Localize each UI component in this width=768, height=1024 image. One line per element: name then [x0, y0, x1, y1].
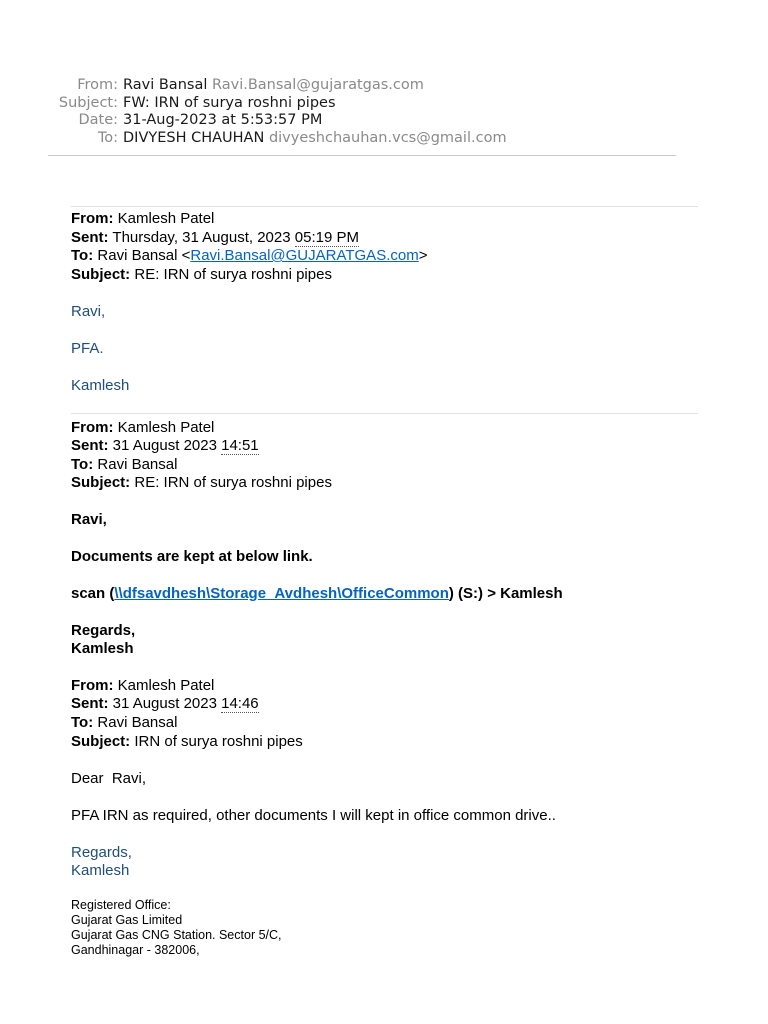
- msg3-to-row: [71, 714, 177, 732]
- msg3-from-row: [71, 677, 214, 695]
- msg2-scan-prefix: scan (: [71, 585, 115, 602]
- footer-company: Gujarat Gas Limited: [71, 913, 183, 927]
- msg1-from-label: From:: [71, 210, 114, 227]
- header-to-email[interactable]: divyeshchauhan.vcs@gmail.com: [268, 130, 507, 146]
- msg2-subject-row: [71, 474, 332, 492]
- msg2-sent-time: 14:51: [221, 437, 259, 454]
- header-to-name: DIVYESH CHAUHAN: [123, 130, 265, 146]
- message-1-divider: [71, 206, 698, 207]
- msg2-regards: Regards,: [71, 622, 136, 639]
- msg3-body: PFA IRN as required, other documents I will kept in office common drive..: [71, 807, 556, 824]
- msg1-to-close: >: [418, 247, 428, 264]
- footer-registered-office: Registered Office:: [71, 898, 171, 912]
- header-to-label: To:: [97, 130, 118, 146]
- msg2-scan-row: [71, 585, 563, 603]
- msg2-scan-suffix: ) (S:) > Kamlesh: [448, 585, 563, 602]
- msg2-signature: Kamlesh: [71, 640, 134, 657]
- header-subject-row: [0, 94, 768, 112]
- header-from-email[interactable]: Ravi.Bansal@gujaratgas.com: [211, 77, 424, 93]
- msg2-sent-date: 31 August 2023: [112, 437, 217, 454]
- msg1-to-name: Ravi Bansal <: [97, 247, 191, 264]
- message-2-divider: [71, 413, 698, 414]
- header-date-label: Date:: [78, 112, 118, 128]
- msg3-subject: IRN of surya roshni pipes: [134, 733, 303, 750]
- msg1-from: Kamlesh Patel: [117, 210, 215, 227]
- msg2-subject: RE: IRN of surya roshni pipes: [134, 474, 332, 491]
- footer-city: Gandhinagar - 382006,: [71, 943, 200, 957]
- header-subject-label: Subject:: [58, 95, 118, 111]
- msg1-sent-date: Thursday, 31 August, 2023: [112, 229, 291, 246]
- header-from-name: Ravi Bansal: [123, 77, 208, 93]
- msg3-sent-time: 14:46: [221, 695, 259, 712]
- msg1-sent-label: Sent:: [71, 229, 109, 246]
- msg2-to: Ravi Bansal: [97, 456, 178, 473]
- header-date: 31-Aug-2023 at 5:53:57 PM: [123, 112, 323, 128]
- header-subject: FW: IRN of surya roshni pipes: [123, 95, 336, 111]
- header-date-row: [0, 111, 768, 129]
- msg1-subject: RE: IRN of surya roshni pipes: [134, 266, 332, 283]
- header-to-row: [0, 129, 768, 147]
- header-divider: [48, 155, 676, 156]
- footer-address: Gujarat Gas CNG Station. Sector 5/C,: [71, 928, 282, 942]
- msg2-from-row: [71, 419, 214, 437]
- msg3-from: Kamlesh Patel: [117, 677, 215, 694]
- msg1-signature: Kamlesh: [71, 377, 130, 394]
- msg2-greeting: Ravi,: [71, 511, 107, 528]
- msg2-sent-label: Sent:: [71, 437, 109, 454]
- msg2-sent-row: [71, 437, 259, 455]
- msg3-signature: Kamlesh: [71, 862, 130, 879]
- msg3-greeting: Dear Ravi,: [71, 770, 147, 787]
- msg3-regards: Regards,: [71, 844, 132, 861]
- header-from-row: [0, 76, 768, 94]
- msg3-from-label: From:: [71, 677, 114, 694]
- msg1-subject-label: Subject:: [71, 266, 131, 283]
- msg3-to-label: To:: [71, 714, 94, 731]
- msg3-sent-row: [71, 695, 259, 713]
- msg2-to-row: [71, 456, 177, 474]
- msg1-sent-row: [71, 229, 359, 247]
- msg3-sent-date: 31 August 2023: [112, 695, 217, 712]
- msg3-to: Ravi Bansal: [97, 714, 178, 731]
- msg2-to-label: To:: [71, 456, 94, 473]
- msg1-greeting: Ravi,: [71, 303, 106, 320]
- msg1-from-row: [71, 210, 214, 228]
- msg1-to-row: [71, 247, 427, 265]
- msg2-body: Documents are kept at below link.: [71, 548, 313, 565]
- msg2-from-label: From:: [71, 419, 114, 436]
- msg1-body: PFA.: [71, 340, 104, 357]
- msg2-subject-label: Subject:: [71, 474, 131, 491]
- msg3-sent-label: Sent:: [71, 695, 109, 712]
- msg3-subject-label: Subject:: [71, 733, 131, 750]
- msg1-to-label: To:: [71, 247, 94, 264]
- msg2-scan-link[interactable]: \\dfsavdhesh\Storage_Avdhesh\OfficeCommon: [114, 585, 449, 602]
- msg3-subject-row: [71, 733, 303, 751]
- msg2-from: Kamlesh Patel: [117, 419, 215, 436]
- msg1-sent-time: 05:19 PM: [294, 229, 359, 246]
- msg1-to-email-link[interactable]: Ravi.Bansal@GUJARATGAS.com: [190, 247, 419, 264]
- msg1-subject-row: [71, 266, 332, 284]
- header-from-label: From:: [77, 77, 118, 93]
